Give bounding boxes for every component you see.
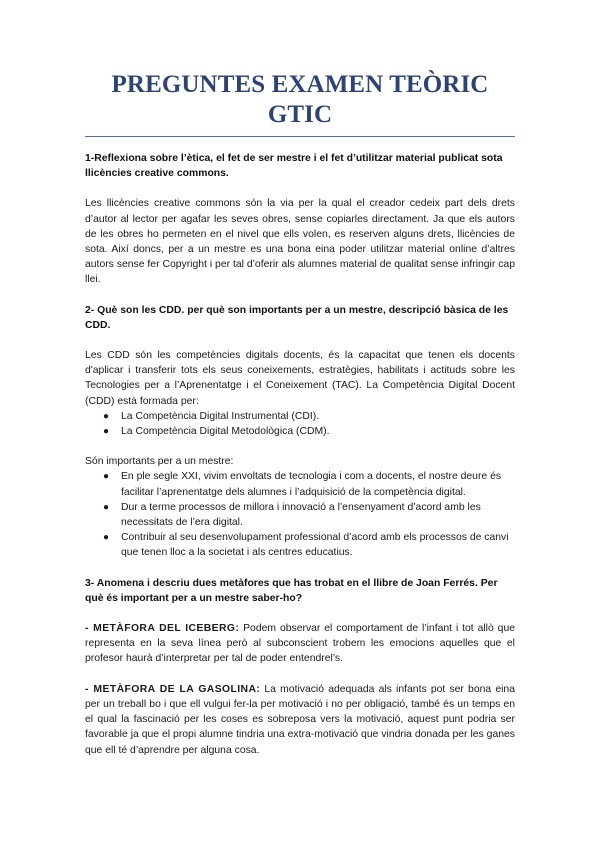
document-title: PREGUNTES EXAMEN TEÒRIC GTIC bbox=[111, 71, 489, 128]
metaphor-gasolina-text: La motivació adequada als infants pot ser bona eina per un treball bo i que ell vulgui fer-la per motivació i no per obligació, també és un temps en el qual la fascinació per les coses es sobreposa vers la motivació, aquest punt podria ser favorable ja que el propi alumne tindria una extra-motivació que vindria donada per les ganes que ell té d’aprendre per alguna cosa. bbox=[85, 683, 515, 756]
list-item: ● La Competència Digital Instrumental (CDI). bbox=[121, 409, 515, 424]
document-page bbox=[85, 70, 515, 758]
list-item: ● En ple segle XXI, vivim envoltats de tecnologia i com a docents, el nostre deure és facilitar l’aprenentatge dels alumnes i l’adquisició de la competència digital. bbox=[103, 471, 502, 498]
question-2: 2- Què son les CDD. per què son importants per a un mestre, descripció bàsica de les CDD. bbox=[85, 304, 509, 331]
list-item: ● La Competència Digital Metodològica (CDM). bbox=[121, 424, 515, 439]
bullet-icon: ● bbox=[103, 532, 110, 544]
metaphor-gasolina-label: - METÀFORA DE LA GASOLINA: bbox=[85, 683, 261, 695]
list-item: ● Contribuir al seu desenvolupament professional d’acord amb els processos de canvi que tenen lloc a la societat i als centres educatius. bbox=[103, 532, 509, 559]
bullet-icon: ● bbox=[103, 410, 110, 422]
list-item: ● Dur a terme processos de millora i innovació a l’ensenyament d’acord amb les necessitats de l’era digital. bbox=[103, 501, 481, 529]
importance-list bbox=[85, 469, 515, 560]
bullet-icon: ● bbox=[103, 426, 110, 438]
question-3: 3- Anomena i descriu dues metàfores que has trobat en el llibre de Joan Ferrés. Per què és important per a un mestre saber-ho? bbox=[85, 577, 498, 604]
cdd-components-list bbox=[85, 409, 515, 439]
bullet-icon: ● bbox=[103, 471, 110, 483]
metaphor-gasolina bbox=[85, 682, 515, 758]
question-1: 1-Reflexiona sobre l’ètica, el fet de ser mestre i el fet d’utilitzar material publicat sota llicències creative commons. bbox=[85, 153, 503, 180]
metaphor-iceberg-label: - METÀFORA DEL ICEBERG: bbox=[85, 623, 240, 635]
metaphor-iceberg-text: Podem observar el comportament de l’infant i tot allò que representa en la seva línea però al subconscient trobem les emocions aquelles que el profesor haurà d’interpretar per tal de poder entendrel’s. bbox=[85, 623, 516, 665]
importance-label: Són importants per a un mestre: bbox=[85, 456, 234, 468]
metaphor-iceberg bbox=[85, 621, 515, 667]
title-underline bbox=[85, 136, 515, 137]
answer-2-intro: Les CDD són les competències digitals docents, és la capacitat que tenen els docents d'aplicar i transferir tots els seus coneixements, estratègies, habilitats i actituds sobre les Tecnologies per a l’Aprenentatge i el Coneixement (TAC). La Competència Digital Docent (CDD) està formada per: bbox=[85, 350, 515, 407]
bullet-icon: ● bbox=[103, 501, 110, 513]
answer-1: Les llicències creative commons són la via per la qual el creador cedeix part dels drets d’autor al lector per agafar les seves obres, sense copiarles directament. Ja que els autors de les obres ho permeten en el nivel que ells volen, es reserven alguns drets, llicències de sota. Així doncs, per a un mestre es una bona eina poder utilitzar material online d’altres autors sense fer Copyright i per tal d’oferir als alumnes material de qualitat sense infringir cap llei. bbox=[85, 198, 515, 286]
